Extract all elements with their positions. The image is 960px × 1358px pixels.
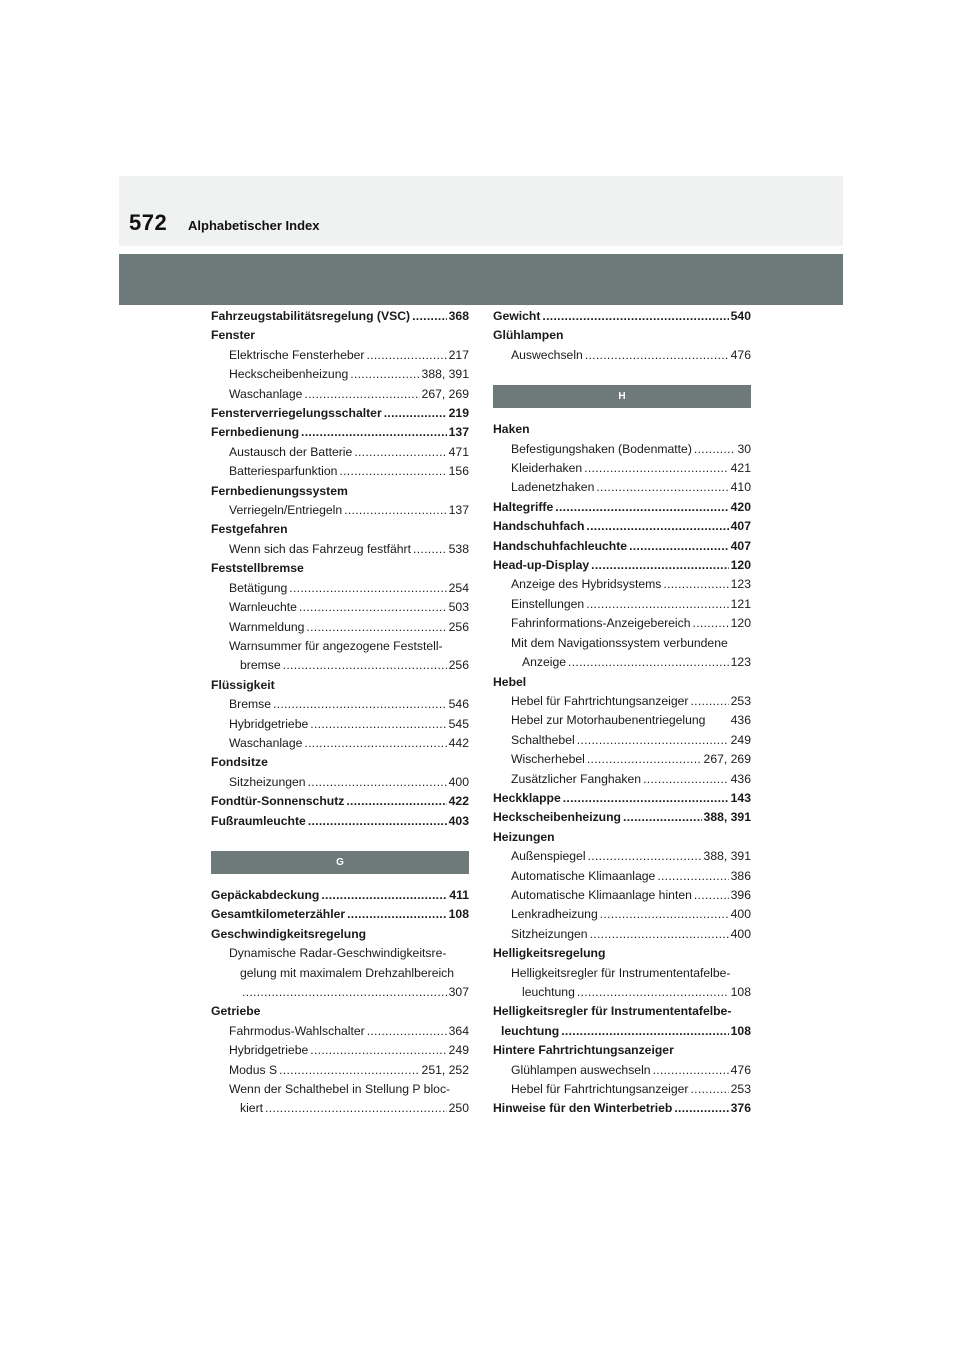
page-reference[interactable]: 137 bbox=[448, 503, 469, 518]
entry-label: Handschuhfachleuchte bbox=[493, 538, 628, 553]
entry-label: Fernbedienung bbox=[211, 425, 300, 440]
page-reference[interactable]: 388, 391 bbox=[703, 810, 751, 825]
index-entry bbox=[211, 734, 469, 753]
index-entry bbox=[211, 443, 469, 462]
index-entry bbox=[493, 653, 751, 672]
index-entry bbox=[211, 715, 469, 734]
dot-leader bbox=[310, 1041, 446, 1060]
entry-label: Fondsitze bbox=[211, 755, 268, 770]
index-entry bbox=[211, 385, 469, 404]
index-entry bbox=[493, 886, 751, 905]
entry-label: Außenspiegel bbox=[511, 849, 586, 864]
page-reference[interactable]: 407 bbox=[730, 519, 751, 534]
index-entry bbox=[211, 559, 469, 578]
entry-label: Fondtür-Sonnenschutz bbox=[211, 794, 345, 809]
page-reference[interactable]: 396 bbox=[730, 887, 751, 902]
page-reference[interactable]: 368 bbox=[448, 309, 469, 323]
dot-leader bbox=[643, 770, 729, 789]
index-entry bbox=[211, 326, 469, 345]
page-reference[interactable]: 307 bbox=[448, 985, 469, 999]
dot-leader bbox=[412, 307, 447, 326]
page-reference[interactable]: 436 bbox=[730, 713, 751, 728]
page-reference[interactable]: 400 bbox=[730, 907, 751, 922]
entry-label: Heckscheibenheizung bbox=[229, 367, 349, 382]
dot-leader bbox=[366, 346, 446, 365]
page-reference[interactable]: 121 bbox=[730, 596, 751, 611]
page-reference[interactable]: 442 bbox=[448, 735, 469, 750]
dot-leader bbox=[590, 925, 729, 944]
page-reference[interactable]: 30 bbox=[737, 441, 751, 456]
entry-label: Warnleuchte bbox=[229, 600, 297, 615]
page-reference[interactable]: 123 bbox=[730, 655, 751, 670]
dot-leader bbox=[586, 595, 728, 614]
dot-leader bbox=[242, 983, 447, 1002]
dot-leader bbox=[623, 808, 702, 827]
index-entry bbox=[493, 478, 751, 497]
index-entry bbox=[211, 618, 469, 637]
page-reference[interactable]: 386 bbox=[730, 868, 751, 883]
index-entry bbox=[211, 462, 469, 481]
dot-leader bbox=[542, 307, 728, 326]
index-entry bbox=[493, 326, 751, 345]
entry-label: Hebel zur Motorhaubenentriegelung bbox=[511, 713, 706, 728]
index-entry bbox=[493, 983, 751, 1002]
page-reference[interactable]: 137 bbox=[448, 425, 469, 440]
index-entry bbox=[211, 886, 469, 905]
page-reference[interactable]: 538 bbox=[448, 541, 469, 556]
dot-leader bbox=[657, 867, 728, 886]
entry-label: leuchtung bbox=[522, 985, 575, 999]
dot-leader bbox=[273, 695, 447, 714]
index-entry bbox=[493, 634, 751, 653]
entry-label: Hebel bbox=[493, 674, 527, 689]
entry-label: Befestigungshaken (Bodenmatte) bbox=[511, 441, 692, 456]
index-entry bbox=[493, 1099, 751, 1118]
entry-label: Modus S bbox=[229, 1062, 278, 1077]
index-entry bbox=[493, 614, 751, 633]
entry-label: Sitzheizungen bbox=[511, 926, 588, 941]
dot-leader bbox=[384, 404, 447, 423]
index-entry bbox=[493, 867, 751, 886]
page-reference[interactable]: 411 bbox=[449, 887, 469, 902]
page-reference[interactable]: 476 bbox=[730, 347, 751, 362]
index-entry bbox=[493, 1061, 751, 1080]
dot-leader bbox=[663, 575, 728, 594]
header-bar bbox=[119, 254, 843, 305]
index-entry bbox=[211, 676, 469, 695]
dot-leader bbox=[413, 540, 447, 559]
page-reference[interactable]: 120 bbox=[730, 616, 751, 631]
entry-label: Waschanlage bbox=[229, 386, 303, 401]
index-entry bbox=[211, 753, 469, 772]
entry-label: Fernbedienungssystem bbox=[211, 483, 348, 498]
index-entry bbox=[493, 692, 751, 711]
dot-leader bbox=[308, 773, 447, 792]
entry-label: Elektrische Fensterheber bbox=[229, 347, 365, 362]
entry-label: Gesamtkilometerzähler bbox=[211, 907, 346, 922]
page-reference[interactable]: 143 bbox=[730, 790, 751, 805]
entry-label: Betätigung bbox=[229, 580, 288, 595]
entry-label: Hybridgetriebe bbox=[229, 716, 309, 731]
entry-label: Anzeige bbox=[522, 655, 567, 670]
entry-label: Automatische Klimaanlage bbox=[511, 868, 656, 883]
dot-leader bbox=[308, 812, 447, 831]
dot-leader bbox=[577, 731, 729, 750]
page-reference[interactable]: 407 bbox=[730, 538, 751, 553]
entry-label: Automatische Klimaanlage hinten bbox=[511, 887, 692, 902]
page-reference[interactable]: 400 bbox=[448, 774, 469, 789]
index-entry bbox=[493, 556, 751, 575]
dot-leader bbox=[591, 556, 728, 575]
index-entry bbox=[493, 517, 751, 536]
entry-label: Hebel für Fahrtrichtungsanzeiger bbox=[511, 1082, 689, 1097]
entry-label: Glühlampen auswechseln bbox=[511, 1062, 651, 1077]
page-reference[interactable]: 410 bbox=[730, 480, 751, 495]
dot-leader bbox=[596, 478, 728, 497]
dot-leader bbox=[299, 598, 447, 617]
entry-label: Helligkeitsregler für Instrumententafelbe- bbox=[493, 1004, 732, 1019]
entry-label: Warnsummer für angezogene Feststell- bbox=[229, 638, 443, 653]
entry-label: Glühlampen bbox=[493, 328, 564, 343]
page-reference[interactable]: 253 bbox=[730, 693, 751, 708]
dot-leader bbox=[600, 905, 729, 924]
index-entry bbox=[493, 770, 751, 789]
index-entry bbox=[493, 498, 751, 517]
dot-leader bbox=[321, 886, 447, 905]
dot-leader bbox=[310, 715, 446, 734]
dot-leader bbox=[568, 653, 729, 672]
entry-label: Ladenetzhaken bbox=[511, 480, 595, 495]
entry-label: Einstellungen bbox=[511, 596, 585, 611]
index-entry bbox=[211, 1041, 469, 1060]
entry-label: Getriebe bbox=[211, 1004, 261, 1019]
index-entry bbox=[493, 711, 751, 730]
index-entry bbox=[493, 1002, 751, 1021]
entry-label: Fahrzeugstabilitätsregelung (VSC) bbox=[211, 309, 411, 323]
index-entry bbox=[211, 598, 469, 617]
page-reference[interactable]: 364 bbox=[448, 1023, 469, 1038]
page-reference[interactable]: 436 bbox=[730, 771, 751, 786]
index-entry bbox=[211, 964, 469, 983]
index-entry bbox=[493, 459, 751, 478]
page-reference[interactable]: 120 bbox=[730, 558, 751, 573]
dot-leader bbox=[344, 501, 447, 520]
dot-leader bbox=[350, 365, 419, 384]
entry-label: Handschuhfach bbox=[493, 519, 585, 534]
page-reference[interactable]: 503 bbox=[448, 600, 469, 615]
page-reference[interactable]: 254 bbox=[448, 580, 469, 595]
index-entry bbox=[211, 637, 469, 656]
entry-label: Hybridgetriebe bbox=[229, 1043, 309, 1058]
page-reference[interactable]: 400 bbox=[730, 926, 751, 941]
dot-leader bbox=[563, 789, 729, 808]
index-entry bbox=[493, 964, 751, 983]
dot-leader bbox=[304, 734, 446, 753]
entry-label: Fensterverriegelungsschalter bbox=[211, 406, 382, 421]
entry-label: Kleiderhaken bbox=[511, 461, 583, 476]
page-reference[interactable]: 471 bbox=[448, 444, 469, 459]
index-entry bbox=[211, 695, 469, 714]
dot-leader bbox=[584, 459, 729, 478]
entry-label: kiert bbox=[240, 1101, 264, 1116]
index-entry bbox=[493, 1022, 751, 1041]
index-entry bbox=[493, 537, 751, 556]
dot-leader bbox=[694, 440, 736, 459]
dot-leader bbox=[577, 983, 729, 1002]
page-reference[interactable]: 403 bbox=[448, 813, 469, 828]
dot-leader bbox=[301, 423, 447, 442]
page-reference[interactable]: 422 bbox=[448, 794, 469, 809]
dot-leader bbox=[587, 750, 702, 769]
index-entry bbox=[211, 365, 469, 384]
page-reference[interactable]: 219 bbox=[448, 406, 469, 421]
dot-leader bbox=[691, 1080, 729, 1099]
page-reference[interactable]: 256 bbox=[448, 619, 469, 634]
page-reference[interactable]: 217 bbox=[448, 347, 469, 362]
page-reference[interactable]: 267, 269 bbox=[703, 752, 751, 767]
dot-leader bbox=[347, 905, 447, 924]
index-entry bbox=[493, 905, 751, 924]
index-entry bbox=[493, 1080, 751, 1099]
entry-label: Haltegriffe bbox=[493, 499, 554, 514]
page-reference[interactable]: 476 bbox=[730, 1062, 751, 1077]
index-entry bbox=[211, 1099, 469, 1118]
dot-leader bbox=[354, 443, 446, 462]
page-reference[interactable]: 540 bbox=[730, 309, 751, 323]
entry-label: leuchtung bbox=[501, 1023, 560, 1038]
index-entry bbox=[211, 925, 469, 944]
entry-label: Fahrmodus-Wahlschalter bbox=[229, 1023, 365, 1038]
index-entry bbox=[211, 1061, 469, 1080]
dot-leader bbox=[339, 462, 446, 481]
header-band bbox=[119, 176, 843, 246]
index-entry bbox=[211, 404, 469, 423]
index-entry bbox=[211, 1002, 469, 1021]
index-entry bbox=[211, 1022, 469, 1041]
entry-label: Zusätzlicher Fanghaken bbox=[511, 771, 642, 786]
letter-divider: G bbox=[211, 851, 469, 874]
index-entry bbox=[211, 773, 469, 792]
page-reference[interactable]: 251, 252 bbox=[421, 1062, 469, 1077]
entry-label: Wenn der Schalthebel in Stellung P bloc- bbox=[229, 1082, 451, 1097]
page-reference[interactable]: 123 bbox=[730, 577, 751, 592]
index-entry bbox=[211, 501, 469, 520]
index-entry bbox=[211, 423, 469, 442]
dot-leader bbox=[265, 1099, 447, 1118]
index-entry bbox=[493, 575, 751, 594]
index-entry bbox=[493, 944, 751, 963]
index-entry bbox=[211, 944, 469, 963]
dot-leader bbox=[306, 618, 446, 637]
page-reference[interactable]: 546 bbox=[448, 697, 469, 712]
index-entry bbox=[493, 440, 751, 459]
index-entry bbox=[211, 346, 469, 365]
index-entry bbox=[211, 792, 469, 811]
dot-leader bbox=[289, 579, 446, 598]
entry-label: Fahrinformations-Anzeigebereich bbox=[511, 616, 691, 631]
entry-label: Wischerhebel bbox=[511, 752, 585, 767]
dot-leader bbox=[691, 692, 729, 711]
entry-label: Heizungen bbox=[493, 829, 555, 844]
page-reference[interactable]: 267, 269 bbox=[421, 386, 469, 401]
entry-label: Flüssigkeit bbox=[211, 677, 275, 692]
entry-label: Verriegeln/Entriegeln bbox=[229, 503, 343, 518]
entry-label: Wenn sich das Fahrzeug festfährt bbox=[229, 541, 412, 556]
entry-label: Helligkeitsregler für Instrumententafelbe- bbox=[511, 965, 731, 980]
entry-label: Gepäckabdeckung bbox=[211, 887, 320, 902]
index-entry bbox=[211, 1080, 469, 1099]
entry-label: Dynamische Radar-Geschwindigkeitsre- bbox=[229, 946, 447, 961]
entry-label: Head-up-Display bbox=[493, 558, 590, 573]
page-reference[interactable]: 250 bbox=[448, 1101, 469, 1116]
index-entry bbox=[493, 828, 751, 847]
entry-label: Fenster bbox=[211, 328, 256, 343]
entry-label: Gewicht bbox=[493, 309, 541, 323]
entry-label: Bremse bbox=[229, 697, 271, 712]
page-reference[interactable]: 420 bbox=[730, 499, 751, 514]
section-title: Alphabetischer Index bbox=[188, 218, 320, 233]
index-entry bbox=[211, 905, 469, 924]
entry-label: Schalthebel bbox=[511, 732, 575, 747]
page-reference[interactable]: 108 bbox=[730, 985, 751, 999]
page-reference[interactable]: 376 bbox=[730, 1101, 751, 1116]
dot-leader bbox=[653, 1061, 729, 1080]
entry-label: Hebel für Fahrtrichtungsanzeiger bbox=[511, 693, 689, 708]
entry-label: Hintere Fahrtrichtungsanzeiger bbox=[493, 1043, 674, 1058]
dot-leader bbox=[693, 614, 729, 633]
index-entry bbox=[211, 520, 469, 539]
entry-label: Helligkeitsregelung bbox=[493, 946, 606, 961]
index-entry bbox=[493, 808, 751, 827]
dot-leader bbox=[674, 1099, 728, 1118]
entry-label: Waschanlage bbox=[229, 735, 303, 750]
index-entry bbox=[493, 750, 751, 769]
index-entry bbox=[493, 595, 751, 614]
entry-label: Batteriesparfunktion bbox=[229, 464, 338, 479]
dot-leader bbox=[346, 792, 446, 811]
dot-leader bbox=[585, 346, 729, 365]
index-entry bbox=[211, 983, 469, 1002]
index-entry bbox=[211, 579, 469, 598]
index-entry bbox=[211, 812, 469, 831]
dot-leader bbox=[561, 1022, 728, 1041]
entry-label: Warnmeldung bbox=[229, 619, 305, 634]
page-reference[interactable]: 108 bbox=[730, 1023, 751, 1038]
entry-label: Lenkradheizung bbox=[511, 907, 598, 922]
entry-label: Anzeige des Hybridsystems bbox=[511, 577, 662, 592]
entry-label: bremse bbox=[240, 658, 281, 673]
index-entry bbox=[493, 847, 751, 866]
dot-leader bbox=[279, 1061, 419, 1080]
entry-label: Auswechseln bbox=[511, 347, 583, 362]
index-entry bbox=[211, 482, 469, 501]
index-column-left bbox=[211, 307, 469, 1119]
dot-leader bbox=[629, 537, 729, 556]
page-reference[interactable]: 388, 391 bbox=[421, 367, 469, 382]
index-entry bbox=[493, 925, 751, 944]
index-entry bbox=[493, 346, 751, 365]
index-entry bbox=[493, 1041, 751, 1060]
entry-label: Sitzheizungen bbox=[229, 774, 306, 789]
entry-label: Fußraumleuchte bbox=[211, 813, 306, 828]
page-reference[interactable]: 421 bbox=[730, 461, 751, 476]
entry-label: gelung mit maximalem Drehzahlbereich bbox=[240, 965, 455, 980]
index-entry bbox=[493, 420, 751, 439]
index-entry bbox=[493, 673, 751, 692]
dot-leader bbox=[694, 886, 729, 905]
dot-leader bbox=[555, 498, 728, 517]
dot-leader bbox=[367, 1022, 447, 1041]
page-reference[interactable]: 545 bbox=[448, 716, 469, 731]
entry-label: Austausch der Batterie bbox=[229, 444, 353, 459]
index-entry bbox=[493, 307, 751, 326]
page-reference[interactable]: 253 bbox=[730, 1082, 751, 1097]
index-column-right bbox=[493, 307, 751, 1119]
dot-leader bbox=[283, 656, 447, 675]
dot-leader bbox=[304, 385, 419, 404]
index-entry bbox=[493, 731, 751, 750]
entry-label: Feststellbremse bbox=[211, 561, 304, 576]
index-entry bbox=[493, 789, 751, 808]
dot-leader bbox=[586, 517, 728, 536]
entry-label: Haken bbox=[493, 422, 530, 437]
page-reference[interactable]: 156 bbox=[448, 464, 469, 479]
page-reference[interactable]: 108 bbox=[448, 907, 469, 922]
index-entry bbox=[211, 540, 469, 559]
page-reference[interactable]: 256 bbox=[448, 658, 469, 673]
entry-label: Heckscheibenheizung bbox=[493, 810, 622, 825]
entry-label: Geschwindigkeitsregelung bbox=[211, 926, 367, 941]
page-reference[interactable]: 388, 391 bbox=[703, 849, 751, 864]
page-reference[interactable]: 249 bbox=[730, 732, 751, 747]
letter-divider: H bbox=[493, 385, 751, 408]
index-entry bbox=[211, 656, 469, 675]
page-reference[interactable]: 249 bbox=[448, 1043, 469, 1058]
entry-label: Heckklappe bbox=[493, 790, 561, 805]
entry-label: Hinweise für den Winterbetrieb bbox=[493, 1101, 673, 1116]
entry-label: Mit dem Navigationssystem verbundene bbox=[511, 635, 728, 650]
index-entry bbox=[211, 307, 469, 326]
dot-leader bbox=[588, 847, 702, 866]
entry-label: Festgefahren bbox=[211, 522, 288, 537]
page-number: 572 bbox=[129, 210, 168, 235]
